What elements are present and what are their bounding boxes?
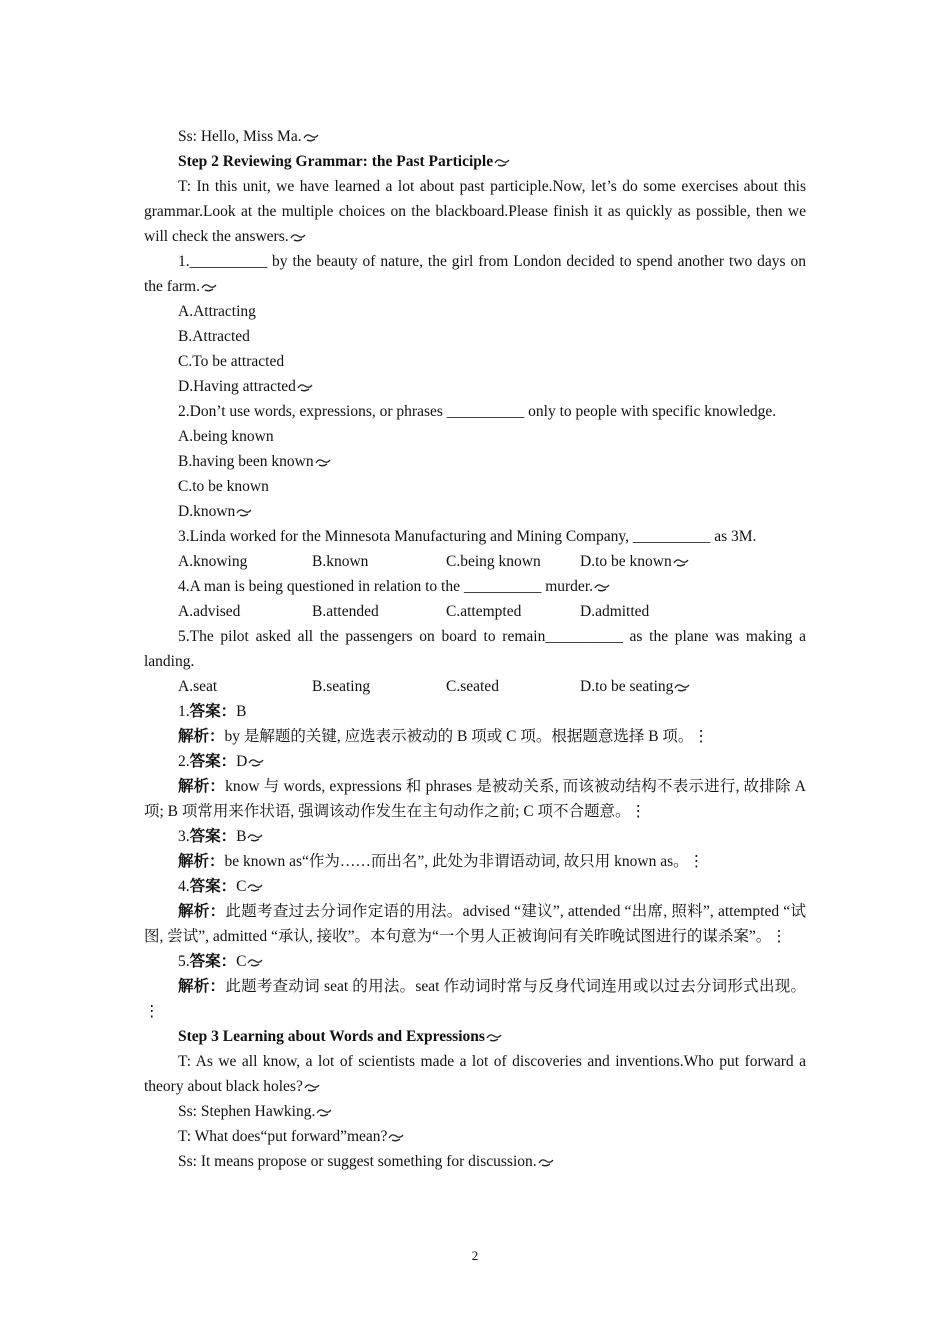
q3-option-b: B.known	[312, 553, 369, 570]
step3-heading: Step 3 Learning about Words and Expressions	[144, 1024, 806, 1049]
paragraph-mark-icon	[201, 282, 217, 292]
answer-4: 4.答案：C	[144, 874, 806, 899]
q4-option-b: B.attended	[312, 603, 379, 620]
q3-option-c: C.being known	[446, 553, 541, 570]
page-number: 2	[471, 1248, 479, 1263]
answer-5: 5.答案：C	[144, 949, 806, 974]
students-hawking: Ss: Stephen Hawking.	[144, 1099, 806, 1124]
paragraph-mark-icon	[674, 682, 690, 692]
q4-options	[144, 599, 806, 624]
q4-option-d: D.admitted	[580, 603, 650, 620]
q1-option-b: B.Attracted	[178, 328, 250, 345]
paragraph-mark-icon	[594, 582, 610, 592]
q3-options	[144, 549, 806, 574]
question-2: 2.Don’t use words, expressions, or phrases __________ only to people with specific knowledge.	[178, 403, 777, 420]
question-3: 3.Linda worked for the Minnesota Manufacturing and Mining Company, __________ as 3M.	[178, 528, 757, 545]
q5-option-c: C.seated	[446, 678, 499, 695]
q3-option-a: A.knowing	[178, 553, 248, 570]
q2-option-c: C.to be known	[178, 478, 269, 495]
teacher-scientists: T: As we all know, a lot of scientists made a lot of discoveries and inventions.Who put forward a theory about black holes?	[144, 1053, 806, 1095]
q1-option-a: A.Attracting	[178, 303, 256, 320]
paragraph-mark-icon	[316, 1107, 332, 1117]
paragraph-mark-icon	[236, 507, 252, 517]
q2-option-a: A.being known	[178, 428, 274, 445]
paragraph-mark-icon	[494, 157, 510, 167]
q5-options	[144, 674, 806, 699]
q3-option-d: D.to be known	[580, 549, 689, 574]
paragraph-mark-icon	[538, 1157, 554, 1167]
q1-option-d: D.Having attracted	[144, 374, 806, 399]
paragraph-mark-icon	[303, 132, 319, 142]
paragraph-mark-icon	[290, 232, 306, 242]
analysis-3: 解析：be known as“作为……而出名”, 此处为非谓语动词, 故只用 known as。⋮	[178, 853, 705, 870]
paragraph-mark-icon	[247, 832, 263, 842]
answer-2: 2.答案：D	[144, 749, 806, 774]
analysis-1: 解析：by 是解题的关键, 应选表示被动的 B 项或 C 项。根据题意选择 B 项。⋮	[178, 728, 709, 745]
q5-option-b: B.seating	[312, 678, 371, 695]
q2-option-b: B.having been known	[144, 449, 806, 474]
q2-option-d: D.known	[144, 499, 806, 524]
line-ss-hello: Ss: Hello, Miss Ma.	[144, 124, 806, 149]
paragraph-mark-icon	[247, 957, 263, 967]
question-4: 4.A man is being questioned in relation to the __________ murder.	[144, 574, 806, 599]
answer-1: 1.答案：B	[178, 703, 247, 720]
paragraph-mark-icon	[297, 382, 313, 392]
answer-3: 3.答案：B	[144, 824, 806, 849]
paragraph-mark-icon	[673, 557, 689, 567]
q5-option-d: D.to be seating	[580, 674, 690, 699]
question-1: 1.__________ by the beauty of nature, the girl from London decided to spend another two days on the farm.	[144, 253, 806, 295]
paragraph-mark-icon	[304, 1082, 320, 1092]
paragraph-mark-icon	[486, 1032, 502, 1042]
paragraph-mark-icon	[248, 757, 264, 767]
q4-option-a: A.advised	[178, 603, 241, 620]
q4-option-c: C.attempted	[446, 603, 522, 620]
students-meaning: Ss: It means propose or suggest something for discussion.	[144, 1149, 806, 1174]
question-5: 5.The pilot asked all the passengers on board to remain__________ as the plane was making a landing.	[144, 628, 806, 670]
analysis-5: 解析：此题考查动词 seat 的用法。seat 作动词时常与反身代词连用或以过去分词形式出现。⋮	[144, 978, 806, 1020]
paragraph-mark-icon	[247, 882, 263, 892]
teacher-intro: T: In this unit, we have learned a lot about past participle.Now, let’s do some exercises about this grammar.Look at the multiple choices on the blackboard.Please finish it as quickly as possible, then we will check the answers.	[144, 178, 806, 245]
q5-option-a: A.seat	[178, 678, 218, 695]
teacher-put-forward: T: What does“put forward”mean?	[144, 1124, 806, 1149]
paragraph-mark-icon	[315, 457, 331, 467]
step2-heading: Step 2 Reviewing Grammar: the Past Participle	[144, 149, 806, 174]
paragraph-mark-icon	[388, 1132, 404, 1142]
q1-option-c: C.To be attracted	[178, 353, 285, 370]
analysis-4: 解析：此题考查过去分词作定语的用法。advised “建议”, attended “出席, 照料”, attempted “试图, 尝试”, admitted “承认, 接收”。本句意为“一个男人正被询问有关昨晚试图进行的谋杀案”。⋮	[144, 903, 806, 945]
document-page	[144, 124, 806, 1174]
analysis-2: 解析：know 与 words, expressions 和 phrases 是被动关系, 而该被动结构不表示进行, 故排除 A 项; B 项常用来作状语, 强调该动作发生在主句动作之前; C 项不合题意。⋮	[144, 778, 806, 820]
